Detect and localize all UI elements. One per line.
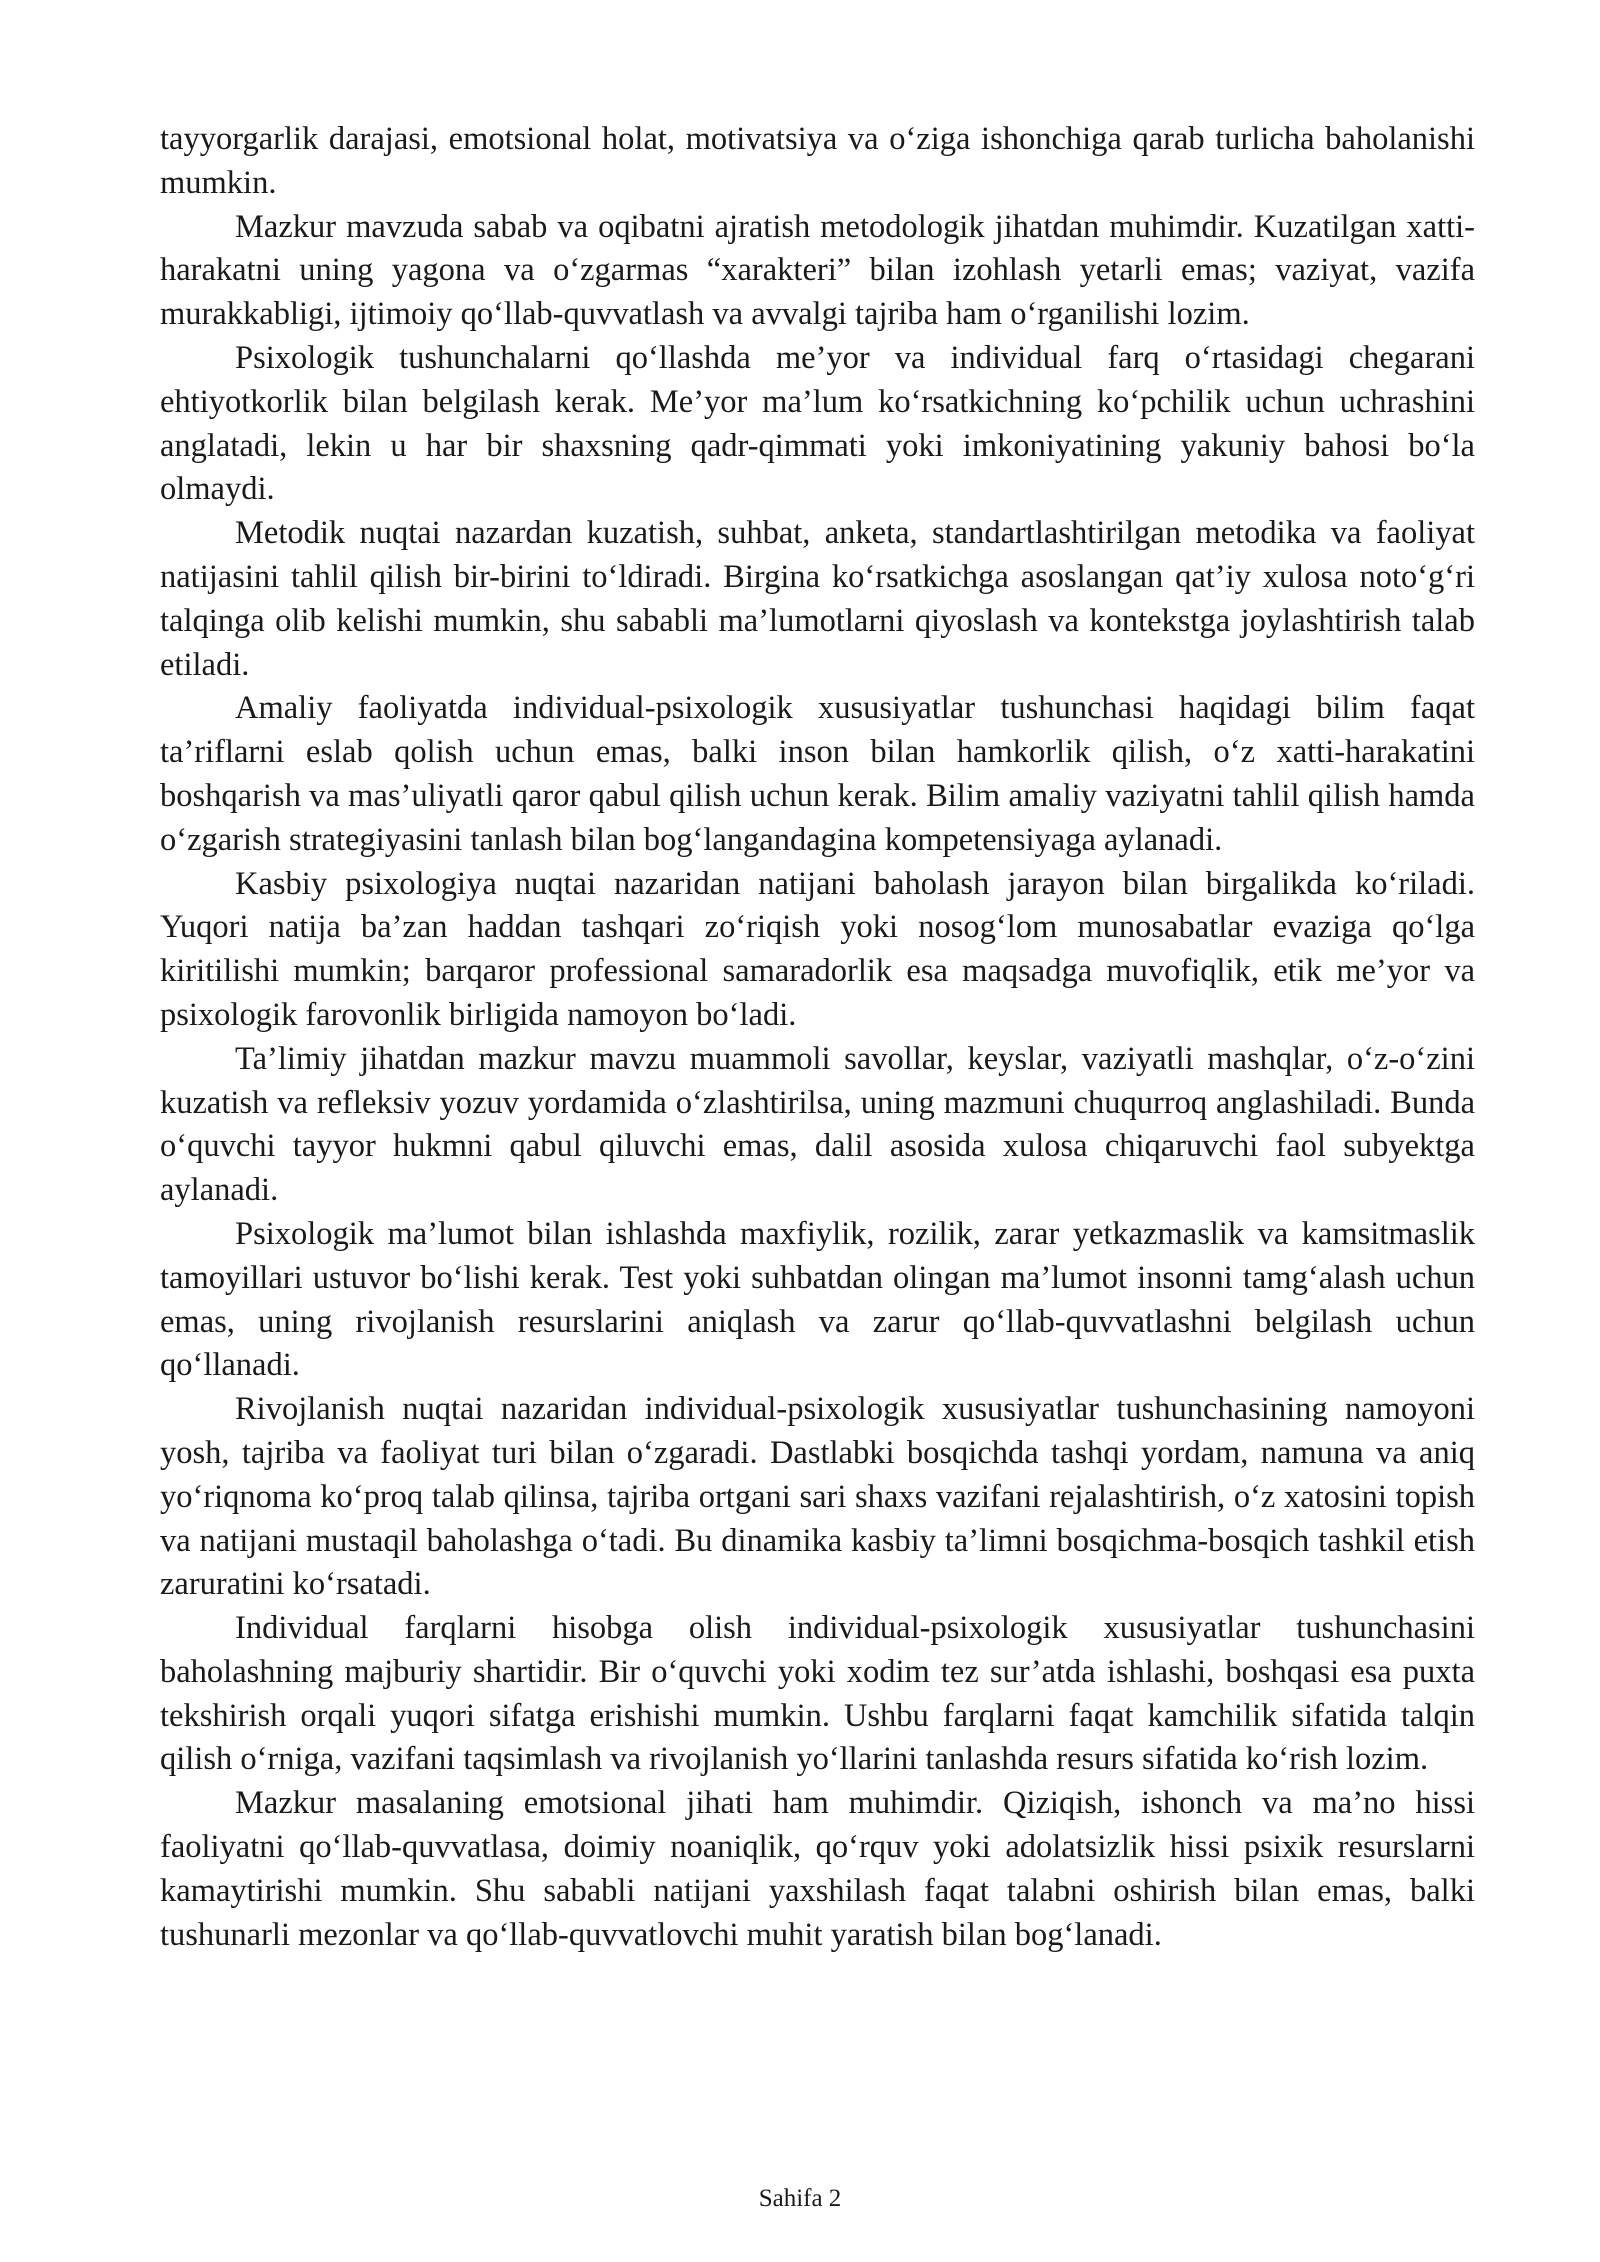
paragraph: Individual farqlarni hisobga olish individual-psixologik xususiyatlar tushunchasini baholashning majburiy shartidir. Bir o‘quvchi yoki xodim tez sur’atda ishlashi, boshqasi esa puxta tekshirish orqali yuqori sifatga erishishi mumkin. Ushbu farqlarni faqat kamchilik sifatida talqin qilish o‘rniga, vazifani taqsimlash va rivojlanish yo‘llarini tanlashda resurs sifatida ko‘rish lozim. <box>160 1610 1475 1778</box>
paragraph: Metodik nuqtai nazardan kuzatish, suhbat, anketa, standartlashtirilgan metodika va faoliyat natijasini tahlil qilish bir-birini to‘ldiradi. Birgina ko‘rsatkichga asoslangan qat’iy xulosa noto‘g‘ri talqinga olib kelishi mumkin, shu sababli ma’lumotlarni qiyoslash va kontekstga joylashtirish talab etiladi. <box>160 515 1475 683</box>
paragraph: Psixologik tushunchalarni qo‘llashda me’yor va individual farq o‘rtasidagi chegarani ehtiyotkorlik bilan belgilash kerak. Me’yor ma’lum ko‘rsatkichning ko‘pchilik uchun uchrashini anglatadi, lekin u har bir shaxsning qadr-qimmati yoki imkoniyatining yakuniy bahosi bo‘la olmaydi. <box>160 339 1475 508</box>
paragraph: Ta’limiy jihatdan mazkur mavzu muammoli savollar, keyslar, vaziyatli mashqlar, o‘z-o‘zini kuzatish va refleksiv yozuv yordamida o‘zlashtirilsa, uning mazmuni chuqurroq anglashiladi. Bunda o‘quvchi tayyor hukmni qabul qiluvchi emas, dalil asosida xulosa chiqaruvchi faol subyektga aylanadi. <box>160 1040 1475 1209</box>
paragraph: Kasbiy psixologiya nuqtai nazaridan natijani baholash jarayon bilan birgalikda ko‘riladi. Yuqori natija ba’zan haddan tashqari zo‘riqish yoki nosog‘lom munosabatlar evaziga qo‘lga kiritilishi mumkin; barqaror professional samaradorlik esa maqsadga muvofiqlik, etik me’yor va psixologik farovonlik birligida namoyon bo‘ladi. <box>160 865 1475 1033</box>
paragraph: Mazkur mavzuda sabab va oqibatni ajratish metodologik jihatdan muhimdir. Kuzatilgan xatti-harakatni uning yagona va o‘zgarmas “xarakteri” bilan izohlash yetarli emas; vaziyat, vazifa murakkabligi, ijtimoiy qo‘llab-quvvatlash va avvalgi tajriba ham o‘rganilishi lozim. <box>160 208 1475 333</box>
paragraph: Psixologik ma’lumot bilan ishlashda maxfiylik, rozilik, zarar yetkazmaslik va kamsitmaslik tamoyillari ustuvor bo‘lishi kerak. Test yoki suhbatdan olingan ma’lumot insonni tamg‘alash uchun emas, uning rivojlanish resurslarini aniqlash va zarur qo‘llab-quvvatlashni belgilash uchun qo‘llanadi. <box>160 1215 1475 1384</box>
paragraph-continuation: tayyorgarlik darajasi, emotsional holat, motivatsiya va o‘ziga ishonchiga qarab turlicha baholanishi mumkin. <box>160 121 1475 201</box>
paragraph: Mazkur masalaning emotsional jihati ham muhimdir. Qiziqish, ishonch va ma’no hissi faoliyatni qo‘llab-quvvatlasa, doimiy noaniqlik, qo‘rquv yoki adolatsizlik hissi psixik resurslarni kamaytirishi mumkin. Shu sababli natijani yaxshilash faqat talabni oshirish bilan emas, balki tushunarli mezonlar va qo‘llab-quvvatlovchi muhit yaratish bilan bog‘lanadi. <box>160 1785 1475 1953</box>
document-body <box>160 118 1475 1957</box>
paragraph: Rivojlanish nuqtai nazaridan individual-psixologik xususiyatlar tushunchasining namoyoni yosh, tajriba va faoliyat turi bilan o‘zgaradi. Dastlabki bosqichda tashqi yordam, namuna va aniq yo‘riqnoma ko‘proq talab qilinsa, tajriba ortgani sari shaxs vazifani rejalashtirish, o‘z xatosini topish va natijani mustaqil baholashga o‘tadi. Bu dinamika kasbiy ta’limni bosqichma-bosqich tashkil etish zaruratini ko‘rsatadi. <box>160 1391 1475 1603</box>
page-number: Sahifa 2 <box>758 2185 842 2212</box>
paragraph: Amaliy faoliyatda individual-psixologik xususiyatlar tushunchasi haqidagi bilim faqat ta’riflarni eslab qolish uchun emas, balki inson bilan hamkorlik qilish, o‘z xatti-harakatini boshqarish va mas’uliyatli qaror qabul qilish uchun kerak. Bilim amaliy vaziyatni tahlil qilish hamda o‘zgarish strategiyasini tanlash bilan bog‘langandagina kompetensiyaga aylanadi. <box>160 690 1475 858</box>
